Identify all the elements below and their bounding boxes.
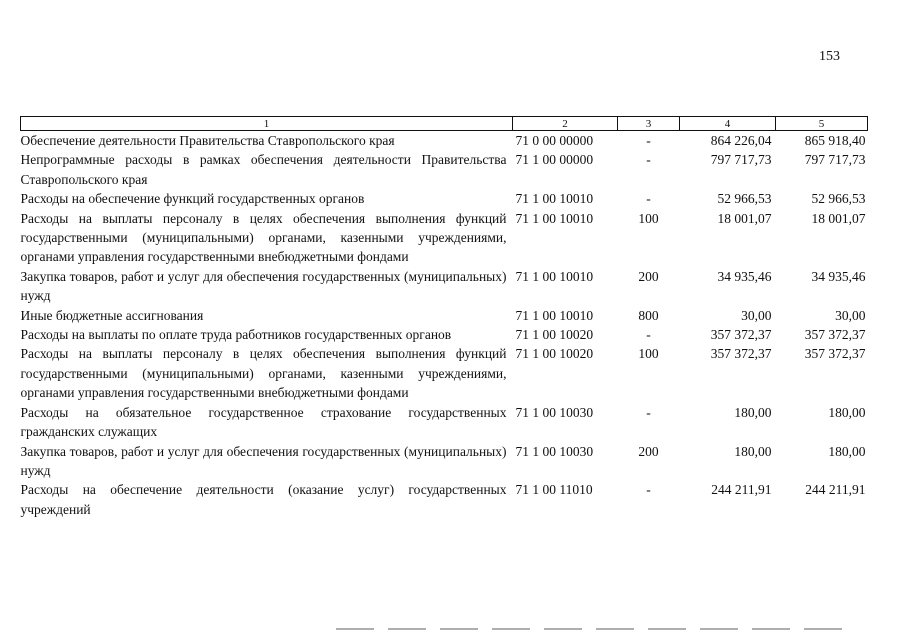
row-expense-type: - <box>646 152 651 168</box>
row-amount-2: 34 935,46 <box>811 268 866 284</box>
table-header <box>21 117 868 131</box>
scan-edge-artifact <box>336 628 856 630</box>
row-code: 71 1 00 10020 <box>515 327 594 343</box>
row-amount-2: 865 918,40 <box>804 133 866 148</box>
row-expense-type: 100 <box>638 346 659 362</box>
row-code: 71 1 00 10010 <box>515 268 594 284</box>
table-row <box>21 189 868 208</box>
row-expense-type: - <box>646 404 651 420</box>
row-code: 71 1 00 10030 <box>515 404 594 420</box>
row-amount-2: 797 717,73 <box>804 152 866 168</box>
column-header-5: 5 <box>776 117 868 131</box>
row-code: 71 1 00 10010 <box>515 210 594 226</box>
row-code: 71 1 00 10030 <box>515 443 594 459</box>
row-code: 71 1 00 00000 <box>515 152 594 168</box>
header-row <box>21 117 868 131</box>
row-amount-1: 30,00 <box>741 307 772 323</box>
column-header-3: 3 <box>618 117 680 131</box>
table-body <box>21 131 868 520</box>
row-code: 71 1 00 10010 <box>515 307 594 323</box>
row-code: 71 1 00 10010 <box>515 191 594 207</box>
row-amount-1: 864 226,04 <box>710 133 772 148</box>
row-expense-type: - <box>646 482 651 498</box>
row-amount-1: 18 001,07 <box>717 210 772 226</box>
row-expense-type: 200 <box>638 443 659 459</box>
row-amount-1: 34 935,46 <box>717 268 772 284</box>
table-row <box>21 306 868 325</box>
row-amount-2: 52 966,53 <box>811 191 866 207</box>
budget-table <box>20 116 868 519</box>
row-expense-type: - <box>646 327 651 343</box>
row-expense-type: 200 <box>638 268 659 284</box>
table-row <box>21 131 868 151</box>
table-row <box>21 344 868 402</box>
row-amount-1: 52 966,53 <box>717 191 772 207</box>
row-name: Расходы на обеспечение функций государственных органов <box>20 191 365 207</box>
row-name: Расходы на обеспечение деятельности (оказание услуг) государственных учреждений <box>20 482 507 517</box>
row-amount-2: 180,00 <box>828 443 866 459</box>
table-row <box>21 403 868 442</box>
row-name: Расходы на обязательное государственное страхование государственных гражданских служащих <box>20 404 507 440</box>
row-expense-type: 100 <box>638 210 659 226</box>
table-row <box>21 325 868 344</box>
row-name: Закупка товаров, работ и услуг для обеспечения государственных (муниципальных) нужд <box>20 443 507 478</box>
row-name: Расходы на выплаты персоналу в целях обеспечения выполнения функций государственными (муниципальными) органами, казенными учреждениями, органами управления государственными внебюджетными фондами <box>20 210 507 265</box>
row-name: Закупка товаров, работ и услуг для обеспечения государственных (муниципальных) нужд <box>20 268 507 304</box>
table-row <box>21 480 868 519</box>
column-header-4: 4 <box>680 117 776 131</box>
row-amount-2: 357 372,37 <box>804 346 866 362</box>
row-name: Обеспечение деятельности Правительства Ставропольского края <box>20 133 395 148</box>
row-amount-1: 357 372,37 <box>710 346 772 362</box>
column-header-1: 1 <box>21 117 513 131</box>
row-amount-2: 30,00 <box>835 307 866 323</box>
row-amount-1: 180,00 <box>734 404 772 420</box>
table-row <box>21 267 868 306</box>
row-name: Иные бюджетные ассигнования <box>20 307 204 323</box>
row-amount-2: 357 372,37 <box>804 327 866 343</box>
row-expense-type: 800 <box>638 307 659 323</box>
row-code: 71 0 00 00000 <box>515 133 594 148</box>
row-amount-1: 244 211,91 <box>711 482 772 498</box>
row-name: Расходы на выплаты персоналу в целях обеспечения выполнения функций государственными (муниципальными) органами, казенными учреждениями, органами управления государственными внебюджетными фондами <box>20 346 507 401</box>
table-row <box>21 442 868 481</box>
row-name: Расходы на выплаты по оплате труда работников государственных органов <box>20 327 452 343</box>
row-name: Непрограммные расходы в рамках обеспечения деятельности Правительства Ставропольского края <box>20 152 507 187</box>
row-amount-1: 357 372,37 <box>710 327 772 343</box>
page-number: 153 <box>819 49 840 64</box>
row-amount-1: 797 717,73 <box>710 152 772 168</box>
row-amount-2: 18 001,07 <box>811 210 866 226</box>
row-amount-2: 180,00 <box>828 404 866 420</box>
row-expense-type: - <box>646 133 651 148</box>
row-code: 71 1 00 10020 <box>515 346 594 362</box>
row-expense-type: - <box>646 191 651 207</box>
row-amount-1: 180,00 <box>734 443 772 459</box>
table-row <box>21 150 868 189</box>
table-row <box>21 209 868 267</box>
column-header-2: 2 <box>513 117 618 131</box>
row-code: 71 1 00 11010 <box>515 482 593 498</box>
row-amount-2: 244 211,91 <box>805 482 866 498</box>
